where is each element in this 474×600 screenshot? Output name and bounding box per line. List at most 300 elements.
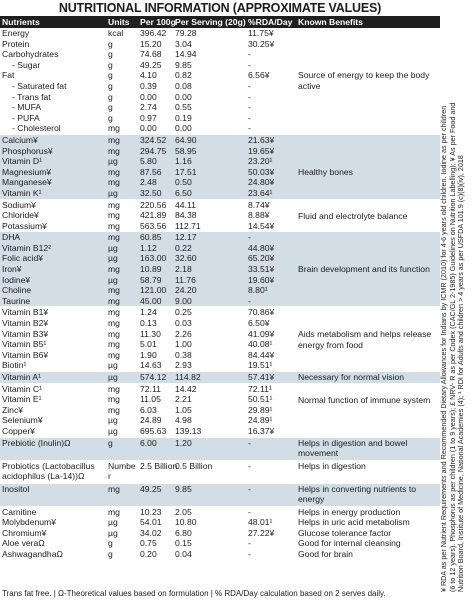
nutrient-per-serving: 0.04 [175, 548, 192, 559]
table-row [0, 92, 440, 103]
nutrient-name: Vitamin E¹ [2, 394, 42, 405]
nutrient-name: Prebiotic (Inulin)Ω [2, 437, 71, 448]
nutrient-unit: mg [108, 295, 120, 306]
table-row [0, 426, 440, 437]
nutrient-per-serving: 2.26 [175, 328, 192, 339]
nutrient-per-serving: 0.00 [175, 123, 192, 134]
nutrient-rda: 8.74¥ [248, 199, 270, 210]
nutrient-rda: - [248, 295, 251, 306]
table-row [0, 350, 440, 361]
nutrient-rda: 44.80¥ [248, 242, 275, 253]
nutrient-name: Vitamin B1¥ [2, 307, 49, 318]
nutrient-per-serving: 0.15 [175, 538, 192, 549]
nutrient-per-serving: 0.38 [175, 349, 192, 360]
nutrient-name: Chromium¥ [2, 527, 47, 538]
nutrient-per-100g: 1.90 [140, 349, 157, 360]
nutrient-per-100g: 54.01 [140, 517, 162, 528]
nutrient-rda: 14.54¥ [248, 220, 275, 231]
nutrient-per-100g: 324.52 [140, 134, 167, 145]
nutrient-per-100g: 574.12 [140, 372, 167, 382]
nutrient-per-serving: 0.50 [175, 177, 192, 188]
table-row [0, 200, 440, 211]
table-row [0, 415, 440, 426]
nutrient-unit: mg [108, 483, 120, 494]
nutrient-per-serving: 0.00 [175, 91, 192, 102]
nutrient-per-serving: 11.76 [175, 274, 196, 285]
nutrient-name: AshwagandhaΩ [2, 548, 63, 559]
nutrient-rda: - [248, 80, 251, 91]
nutrient-name: Vitamin A¹ [2, 372, 42, 382]
nutrient-per-100g: 121.00 [140, 285, 167, 296]
header-nutrients: Nutrients [2, 17, 40, 27]
table-row [0, 102, 440, 113]
nutrient-per-100g: 34.02 [140, 527, 162, 538]
nutrient-rda: - [248, 460, 251, 471]
nutrient-per-serving: 14.94 [175, 49, 197, 60]
nutrient-unit: g [108, 80, 113, 91]
footer-note: Trans fat free. | Ω-Theoretical values based on formulation | % RDA/Day calculation based on 2 serves daily. [2, 589, 386, 598]
nutrient-rda: 19.60¥ [248, 274, 275, 285]
nutrient-unit: mg [108, 307, 120, 318]
nutrient-name: Zinc¥ [2, 404, 24, 415]
nutrient-per-100g: 1.12 [140, 242, 157, 253]
nutrient-unit: µg [108, 517, 118, 528]
known-benefit: Healthy bones [298, 166, 353, 177]
nutrition-table [0, 16, 440, 587]
nutrient-name: Carbohydrates [2, 49, 59, 60]
header-per-serving: Per Serving (20g) [175, 17, 246, 27]
nutrient-per-100g: 15.20 [140, 38, 162, 49]
table-row [0, 360, 440, 371]
nutrient-per-serving: 6.80 [175, 527, 192, 538]
nutrient-group [0, 438, 440, 461]
nutrient-name: Folic acid¥ [2, 253, 44, 264]
nutrient-unit: mg [108, 210, 120, 221]
table-body [0, 28, 440, 561]
nutrient-per-100g: 0.97 [140, 112, 157, 123]
nutrient-rda: - [248, 506, 251, 517]
nutrient-per-serving: 0.82 [175, 70, 192, 81]
nutrient-per-serving: 84.38 [175, 210, 197, 221]
page-title: NUTRITIONAL INFORMATION (APPROXIMATE VALUES) [58, 1, 382, 15]
nutrient-unit: µg [108, 156, 118, 167]
nutrient-per-100g: 10.89 [140, 264, 162, 275]
table-row [0, 528, 440, 539]
nutrient-unit: mg [108, 145, 120, 156]
nutrient-rda: 11.75¥ [248, 28, 274, 38]
known-benefit: Normal function of immune system [298, 394, 431, 405]
side-note-line: ¥ RDA as per Nutrient Requirements and Recommended Dietary Allowances for Indians by ICMR (2010) for 4-6 years old children. Iodine as per children [439, 105, 448, 592]
known-benefit: Glucose tolerance factor [298, 527, 392, 538]
nutrient-rda: 23.64¹ [248, 187, 273, 198]
nutrient-unit: µg [108, 527, 118, 538]
table-row [0, 232, 440, 243]
nutrient-per-100g: 2.5 Billion [140, 460, 178, 471]
nutrient-unit: mg [108, 318, 120, 329]
nutrient-name: Manganese¥ [2, 177, 52, 188]
nutrient-rda: - [248, 123, 251, 134]
nutrient-per-100g: 0.13 [140, 318, 157, 329]
nutrient-rda: 19.65¥ [248, 145, 275, 156]
nutrient-per-serving: 2.21 [175, 394, 192, 405]
nutrient-unit: mg [108, 349, 120, 360]
nutrient-group [0, 372, 440, 384]
nutrient-per-100g: 74.68 [140, 49, 162, 60]
nutrient-per-serving: 9.85 [175, 483, 192, 494]
nutrient-unit: kcal [108, 28, 124, 38]
table-row [0, 28, 440, 39]
table-row [0, 253, 440, 264]
table-header [0, 16, 440, 28]
nutrient-rda: - [248, 232, 251, 243]
nutrient-unit: mg [108, 285, 120, 296]
nutrient-name: Vitamin C¹ [2, 383, 42, 394]
nutrient-name: Fat [2, 70, 15, 81]
side-note-line: Nutrition Board, Institute of Medicine, National Academies (4); ¹ RDI for Adults and children > 4 years as per USFDA 101.9 (c)(8)(iv), 2018 [456, 155, 466, 592]
nutrient-unit: mg [108, 264, 120, 275]
nutrient-unit: mg [108, 404, 120, 415]
nutrient-rda: 70.86¥ [248, 307, 275, 318]
nutrient-per-100g: 2.48 [140, 177, 157, 188]
nutrient-group [0, 461, 440, 484]
known-benefit: Necessary for normal vision [298, 372, 405, 382]
nutrient-rda: 40.08¹ [248, 339, 273, 350]
nutrient-name: Protein [2, 38, 30, 49]
nutrient-name: Inositol [2, 483, 30, 494]
nutrient-per-100g: 5.01 [140, 339, 157, 350]
nutrient-name: - Sugar [12, 59, 41, 70]
table-row [0, 188, 440, 199]
nutrient-unit: mg [108, 199, 120, 210]
nutrient-unit: mg [108, 328, 120, 339]
table-row [0, 49, 440, 60]
nutrient-rda: 24.89¹ [248, 415, 273, 426]
nutrient-name: Energy [2, 28, 30, 38]
nutrient-name: Iodine¥ [2, 274, 31, 285]
table-row [0, 123, 440, 134]
nutrient-unit: g [108, 38, 113, 49]
nutrient-name: Calcium¥ [2, 134, 38, 145]
nutrient-rda: 21.63¥ [248, 134, 275, 145]
nutrient-per-100g: 163.00 [140, 253, 167, 264]
known-benefit: Helps in energy production [298, 506, 401, 517]
nutrient-per-serving: 1.05 [175, 404, 192, 415]
nutrient-group [0, 384, 440, 438]
nutrient-per-serving: 1.20 [175, 437, 192, 448]
nutrient-name: Vitamin B12² [2, 242, 52, 253]
nutrient-per-100g: 0.00 [140, 123, 157, 134]
nutrient-rda: 33.51¥ [248, 264, 275, 275]
nutrient-rda: 24.80¥ [248, 177, 275, 188]
nutrient-unit: g [108, 538, 113, 549]
nutrient-name: Probiotics (Lactobacillus acidophilus (La-14))Ω [2, 460, 95, 482]
nutrient-per-100g: 58.79 [140, 274, 162, 285]
nutrient-unit: Number [108, 460, 136, 482]
nutrient-rda: 30.25¥ [248, 38, 275, 49]
nutrient-per-serving: 0.22 [175, 242, 192, 253]
nutrient-per-serving: 114.82 [175, 372, 201, 382]
nutrient-rda: - [248, 91, 251, 102]
table-row [0, 243, 440, 254]
nutrient-rda: - [248, 548, 251, 559]
nutrient-name: Copper¥ [2, 425, 35, 436]
nutrient-per-serving: 12.17 [175, 232, 197, 243]
table-row [0, 538, 440, 549]
nutrient-per-serving: 0.55 [175, 102, 192, 113]
header-rda: %RDA/Day [248, 17, 293, 27]
table-row [0, 285, 440, 296]
nutrient-name: Vitamin B3¥ [2, 328, 49, 339]
side-notes [440, 0, 474, 600]
nutrient-name: Aloe veraΩ [2, 538, 45, 549]
known-benefit: Helps in uric acid metabolism [298, 517, 410, 528]
nutrient-per-100g: 24.89 [140, 415, 162, 426]
nutrient-rda: 84.44¥ [248, 349, 275, 360]
nutrient-rda: - [248, 59, 251, 70]
nutrient-per-serving: 2.05 [175, 506, 192, 517]
nutrient-name: - Saturated fat [12, 80, 67, 91]
nutrient-per-serving: 112.71 [175, 220, 201, 231]
table-row [0, 146, 440, 157]
nutrient-per-serving: 0.03 [175, 318, 192, 329]
nutrient-per-100g: 1.24 [140, 307, 157, 318]
nutrient-name: Sodium¥ [2, 199, 36, 210]
table-row [0, 113, 440, 124]
nutrient-per-100g: 0.39 [140, 80, 157, 91]
table-row [0, 60, 440, 71]
nutrient-unit: g [108, 70, 113, 81]
header-units: Units [108, 17, 130, 27]
nutrient-name: Potassium¥ [2, 220, 47, 231]
nutrient-per-100g: 421.89 [140, 210, 167, 221]
table-row [0, 517, 440, 528]
nutrient-rda: 6.56¥ [248, 70, 270, 81]
nutrient-per-serving: 0.08 [175, 80, 192, 91]
nutrient-per-100g: 10.23 [140, 506, 162, 517]
nutrient-rda: 27.22¥ [248, 527, 275, 538]
nutrient-unit: µg [108, 415, 118, 426]
table-row [0, 384, 440, 395]
known-benefit: Brain development and its function [298, 264, 430, 275]
nutrient-unit: µg [108, 425, 118, 436]
nutrient-rda: - [248, 538, 251, 549]
nutrient-per-serving: 9.85 [175, 59, 192, 70]
nutrient-rda: 8.80¹ [248, 285, 268, 296]
nutrient-per-100g: 72.11 [140, 383, 161, 394]
nutrient-group [0, 307, 440, 372]
nutrient-group [0, 507, 440, 561]
nutrient-rda: - [248, 102, 251, 113]
nutrient-unit: g [108, 437, 113, 448]
nutrient-per-serving: 58.95 [175, 145, 197, 156]
nutrient-rda: - [248, 437, 251, 448]
nutrient-name: - PUFA [12, 112, 40, 123]
nutrient-name: Magnesium¥ [2, 166, 52, 177]
nutrient-name: Choline [2, 285, 32, 296]
table-row [0, 177, 440, 188]
nutrient-name: Vitamin B5¹ [2, 339, 47, 350]
nutrient-unit: mg [108, 123, 120, 134]
nutrient-per-100g: 49.25 [140, 59, 162, 70]
known-benefit: Source of energy to keep the body active [298, 70, 430, 91]
table-row [0, 156, 440, 167]
known-benefit: Good for brain [298, 548, 353, 559]
nutrient-name: Biotin¹ [2, 360, 27, 371]
nutrient-name: Vitamin D¹ [2, 156, 42, 167]
nutrient-name: Vitamin K¹ [2, 187, 42, 198]
nutrient-per-100g: 695.63 [140, 425, 167, 436]
nutrient-unit: mg [108, 339, 120, 350]
nutrient-unit: mg [108, 220, 120, 231]
nutrient-name: Vitamin B6¥ [2, 349, 49, 360]
table-row [0, 549, 440, 560]
nutrient-per-100g: 87.56 [140, 166, 162, 177]
table-row [0, 405, 440, 416]
nutrient-per-100g: 2.74 [140, 102, 157, 113]
nutrient-per-serving: 14.42 [175, 383, 197, 394]
nutrient-per-serving: 6.50 [175, 187, 192, 198]
nutrient-per-100g: 32.50 [140, 187, 162, 198]
nutrient-name: Phosphorus¥ [2, 145, 53, 156]
nutrient-per-100g: 220.56 [140, 199, 167, 210]
nutrient-rda: 16.37¥ [248, 425, 275, 436]
nutrient-rda: 29.89¹ [248, 404, 273, 415]
nutrient-per-100g: 6.03 [140, 404, 157, 415]
nutrient-per-serving: 3.04 [175, 38, 192, 49]
nutrient-rda: 50.51¹ [248, 394, 273, 405]
table-row [0, 39, 440, 50]
nutrient-unit: g [108, 548, 113, 559]
table-row [0, 221, 440, 232]
nutrient-per-100g: 6.00 [140, 437, 157, 448]
nutrient-per-serving: 2.93 [175, 360, 192, 371]
nutrient-unit: mg [108, 166, 120, 177]
nutrient-rda: 8.88¥ [248, 210, 270, 221]
nutrient-unit: g [108, 91, 113, 102]
known-benefit: Helps in digestion and bowel movement [298, 437, 408, 459]
nutrient-unit: mg [108, 506, 120, 517]
nutrient-unit: µg [108, 253, 118, 264]
nutrient-per-serving: 9.00 [175, 295, 192, 306]
nutrient-unit: mg [108, 177, 120, 188]
table-row [0, 318, 440, 329]
nutrient-group [0, 135, 440, 200]
nutrient-per-100g: 60.85 [140, 232, 162, 243]
side-note-line: (6 to 12 years). Phosphorus as per children (1 to 9 years); £ NRV- R as per Codex (CAC/GL 2-1985) Guidelines on Nutrition Labelling); ¥ As per Food and [447, 102, 457, 592]
nutrient-per-serving: 2.18 [175, 264, 192, 275]
known-benefit: Fluid and electrolyte balance [298, 210, 408, 221]
header-per-100g: Per 100g [140, 17, 176, 27]
header-benefits: Known Benefits [298, 17, 363, 27]
known-benefit: Aids metabolism and helps release energy from food [298, 329, 432, 351]
nutrient-per-serving: 139.13 [175, 425, 202, 436]
nutrient-per-serving: 44.11 [175, 199, 196, 210]
nutrient-unit: µg [108, 372, 118, 382]
nutrient-rda: 65.20¥ [248, 253, 275, 264]
nutrient-per-serving: 0.19 [175, 112, 192, 123]
nutrient-per-100g: 4.10 [140, 70, 157, 81]
nutrient-per-serving: 24.20 [175, 285, 197, 296]
table-row [0, 296, 440, 307]
nutrient-unit: µg [108, 360, 118, 371]
nutrient-rda: - [248, 112, 251, 123]
nutrient-group [0, 200, 440, 233]
nutrient-per-serving: 4.98 [175, 415, 192, 426]
nutrient-per-100g: 0.75 [140, 538, 157, 549]
nutrient-per-serving: 0.5 Billion [175, 460, 213, 471]
nutrient-unit: g [108, 112, 113, 123]
table-row [0, 135, 440, 146]
nutrient-name: - Trans fat [12, 91, 51, 102]
nutrient-per-serving: 64.90 [175, 134, 197, 145]
nutrient-name: Vitamin B2¥ [2, 318, 49, 329]
table-row [0, 507, 440, 518]
nutrient-per-100g: 11.05 [140, 394, 161, 405]
nutrient-per-serving: 0.25 [175, 307, 192, 318]
nutrient-per-100g: 0.20 [140, 548, 157, 559]
nutrient-rda: - [248, 483, 251, 494]
nutrient-unit: µg [108, 274, 118, 285]
nutrient-name: - MUFA [12, 102, 42, 113]
nutrient-unit: mg [108, 232, 120, 243]
nutrient-unit: g [108, 102, 113, 113]
nutrient-name: Chloride¥ [2, 210, 39, 221]
nutrient-unit: mg [108, 134, 120, 145]
nutrient-group [0, 232, 440, 307]
nutrient-group [0, 28, 440, 135]
nutrient-unit: µg [108, 187, 118, 198]
nutrient-name: DHA [2, 232, 21, 243]
known-benefit: Good for internal cleansing [298, 538, 401, 549]
nutrient-per-100g: 14.63 [140, 360, 162, 371]
nutrient-unit: g [108, 59, 113, 70]
nutrient-rda: 23.20¹ [248, 156, 273, 167]
nutrient-per-100g: 11.30 [140, 328, 161, 339]
table-row [0, 275, 440, 286]
nutrient-rda: 57.41¥ [248, 372, 275, 382]
nutrient-rda: - [248, 49, 251, 60]
nutrient-per-serving: 1.00 [175, 339, 192, 350]
nutrient-per-100g: 45.00 [140, 295, 162, 306]
nutrient-unit: mg [108, 394, 120, 405]
nutrient-per-100g: 0.00 [140, 91, 157, 102]
nutrient-unit: µg [108, 242, 118, 253]
nutrient-per-100g: 49.25 [140, 483, 162, 494]
nutrient-rda: 48.01¹ [248, 517, 273, 528]
nutrient-rda: 72.11¹ [248, 383, 272, 394]
nutrient-unit: g [108, 49, 113, 60]
nutrient-rda: 19.51¹ [248, 360, 273, 371]
known-benefit: Helps in digestion [298, 460, 366, 471]
table-row [0, 307, 440, 318]
nutrient-per-100g: 563.56 [140, 220, 167, 231]
known-benefit: Helps in converting nutrients to energy [298, 483, 416, 505]
nutrient-per-100g: 294.75 [140, 145, 167, 156]
nutrient-per-100g: 396.42 [140, 28, 167, 38]
nutrient-rda: 50.03¥ [248, 166, 275, 177]
nutrient-per-serving: 79.28 [175, 28, 197, 38]
nutrient-per-100g: 5.80 [140, 156, 157, 167]
nutrient-name: Carnitine [2, 506, 37, 517]
nutrient-name: Taurine [2, 295, 31, 306]
nutrient-per-serving: 17.51 [175, 166, 197, 177]
nutrient-rda: 41.09¥ [248, 328, 275, 339]
nutrient-unit: mg [108, 383, 120, 394]
nutrient-group [0, 484, 440, 507]
nutrient-per-serving: 32.60 [175, 253, 197, 264]
nutrient-per-serving: 1.16 [175, 156, 192, 167]
nutrient-name: Molybdenum¥ [2, 517, 56, 528]
